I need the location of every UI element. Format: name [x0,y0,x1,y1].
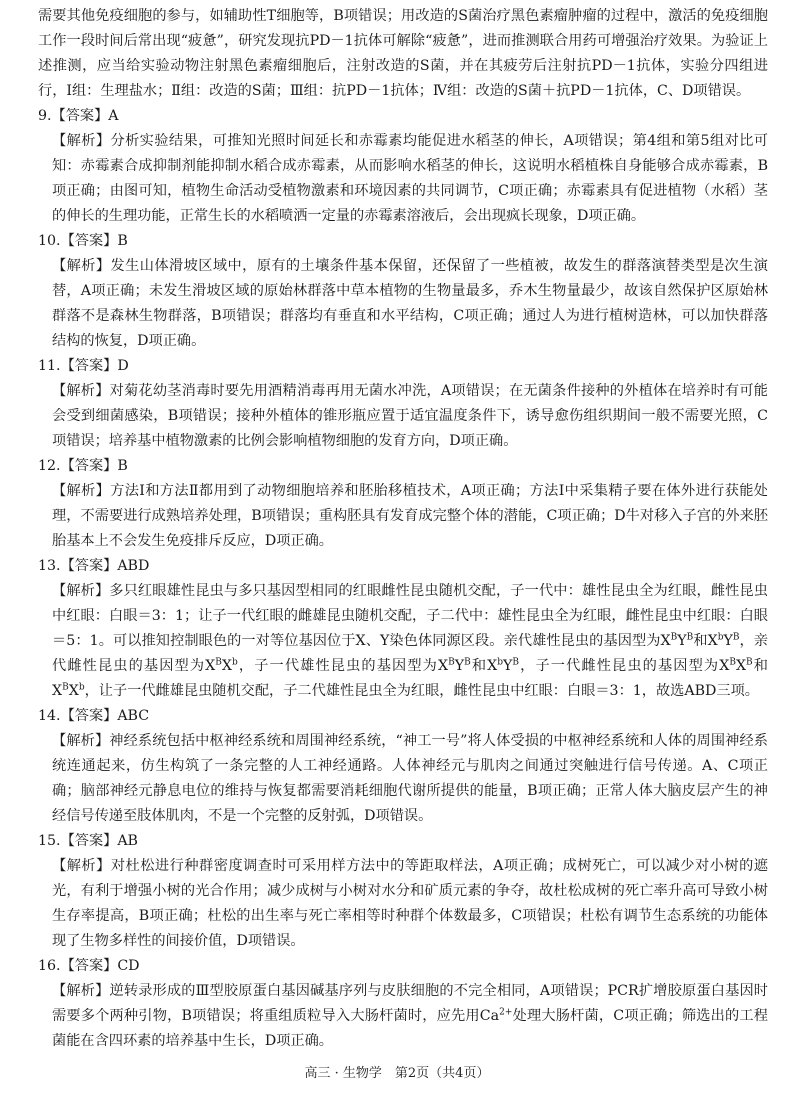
answer-label: 11.【答案】D [38,358,129,374]
answer-label: 10.【答案】B [38,233,128,249]
answer-label: 16.【答案】CD [38,958,140,974]
answer-explanation: 【解析】逆转录形成的Ⅲ型胶原蛋白基因碱基序列与皮肤细胞的不完全相同，A项错误；PCR扩增胶原蛋白基因时需要多个两种引物，B项错误；将重组质粒导入大肠杆菌时，应先用$Ca^{2+}$处理大肠杆菌，C项正确；筛选出的工程菌能在含四环素的培养基中生长，D项正确。 [52,983,768,1049]
answer-explanation: 【解析】分析实验结果，可推知光照时间延长和赤霉素均能促进水稻茎的伸长，A项错误；第4组和第5组对比可知：赤霉素合成抑制剂能抑制水稻合成赤霉素，从而影响水稻茎的伸长，这说明水稻植株自身能够合成赤霉素，B项正确；由图可知，植物生命活动受植物激素和环境因素的共同调节，C项正确；赤霉素具有促进植物（水稻）茎的伸长的生理功能，正常生长的水稻喷洒一定量的赤霉素溶液后，会出现疯长现象，D项正确。 [52,133,768,224]
answer-label: 14.【答案】ABC [38,708,150,724]
answer-item [38,454,768,554]
answer-explanation: 【解析】神经系统包括中枢神经系统和周围神经系统，“神工一号”将人体受损的中枢神经系统和人体的周围神经系统连通起来，仿生构筑了一条完整的人工神经通路。人体神经元与肌肉之间通过突触进行信号传递。A、C项正确；脑部神经元静息电位的维持与恢复都需要消耗细胞代谢所提供的能量，B项正确；正常人体大脑皮层产生的神经信号传递至肢体肌肉，不是一个完整的反射弧，D项错误。 [52,733,768,824]
answer-list [38,104,768,1054]
intro-paragraph: 需要其他免疫细胞的参与，如辅助性T细胞等，B项错误；用改造的S菌治疗黑色素瘤肿瘤的过程中，激活的免疫细胞工作一段时间后常出现“疲惫”，研究发现抗PD－1抗体可解除“疲惫”，进而推测联合用药可增强治疗效果。为验证上述推测，应当给实验动物注射黑色素瘤细胞后，注射改造的S菌，并在其疲劳后注射抗PD－1抗体，实验分四组进行，Ⅰ组：生理盐水；Ⅱ组：改造的S菌；Ⅲ组：抗PD－1抗体；Ⅳ组：改造的S菌＋抗PD－1抗体，C、D项错误。 [38,8,768,99]
answer-explanation: 【解析】对杜松进行种群密度调查时可采用样方法中的等距取样法，A项正确；成树死亡，可以减少对小树的遮光，有利于增强小树的光合作用；减少成树与小树对水分和矿质元素的争夺，故杜松成树的死亡率升高可导致小树生存率提高，B项正确；杜松的出生率与死亡率相等时种群个体数最多，C项错误；杜松有调节生态系统的功能体现了生物多样性的间接价值，D项错误。 [52,858,768,949]
answer-page [38,4,768,1054]
answer-item [38,704,768,829]
answer-label: 15.【答案】AB [38,833,138,849]
answer-explanation: 【解析】对菊花幼茎消毒时要先用酒精消毒再用无菌水冲洗，A项错误；在无菌条件接种的外植体在培养时有可能会受到细菌感染，B项错误；接种外植体的锥形瓶应置于适宜温度条件下，诱导愈伤组织期间一般不需要光照，C项错误；培养基中植物激素的比例会影响植物细胞的发育方向，D项正确。 [52,383,768,449]
answer-item [38,229,768,354]
page-footer: 高三 · 生物学 第2页（共4页） [304,1066,490,1081]
answer-explanation: 【解析】多只红眼雄性昆虫与多只基因型相同的红眼雌性昆虫随机交配，子一代中：雄性昆虫全为红眼，雌性昆虫中红眼：白眼＝3：1；让子一代红眼的雌雄昆虫随机交配，子二代中：雄性昆虫全为红眼，雌性昆虫中红眼：白眼＝5：1。可以推知控制眼色的一对等位基因位于X、Y染色体同源区段。亲代雄性昆虫的基因型为$X^BY^B$和$X^bY^B$，亲代雌性昆虫的基因型为$X^BX^b$，子一代雄性昆虫的基因型为$X^BY^B$和$X^bY^B$，子一代雌性昆虫的基因型为$X^BX^B$和$X^BX^b$，让子一代雌雄昆虫随机交配，子二代雄性昆虫全为红眼，雌性昆虫中红眼：白眼＝3：1，故选ABD三项。 [52,583,768,699]
answer-label: 12.【答案】B [38,458,128,474]
answer-label: 9.【答案】A [38,108,119,124]
answer-explanation: 【解析】方法Ⅰ和方法Ⅱ都用到了动物细胞培养和胚胎移植技术，A项正确；方法Ⅰ中采集精子要在体外进行获能处理，不需要进行成熟培养处理，B项错误；重构胚具有发育成完整个体的潜能，C项正确；D牛对移入子宫的外来胚胎基本上不会发生免疫排斥反应，D项正确。 [52,483,768,549]
answer-item [38,954,768,1054]
answer-item [38,554,768,704]
answer-item [38,829,768,954]
answer-explanation: 【解析】发生山体滑坡区域中，原有的土壤条件基本保留，还保留了一些植被，故发生的群落演替类型是次生演替，A项正确；未发生滑坡区域的原始林群落中草本植物的生物量最多，乔木生物量最少，故该自然保护区原始林群落不是森林生物群落，B项错误；群落均有垂直和水平结构，C项正确；通过人为进行植树造林，可以加快群落结构的恢复，D项正确。 [52,258,768,349]
answer-item [38,104,768,229]
answer-item [38,354,768,454]
answer-label: 13.【答案】ABD [38,558,150,574]
